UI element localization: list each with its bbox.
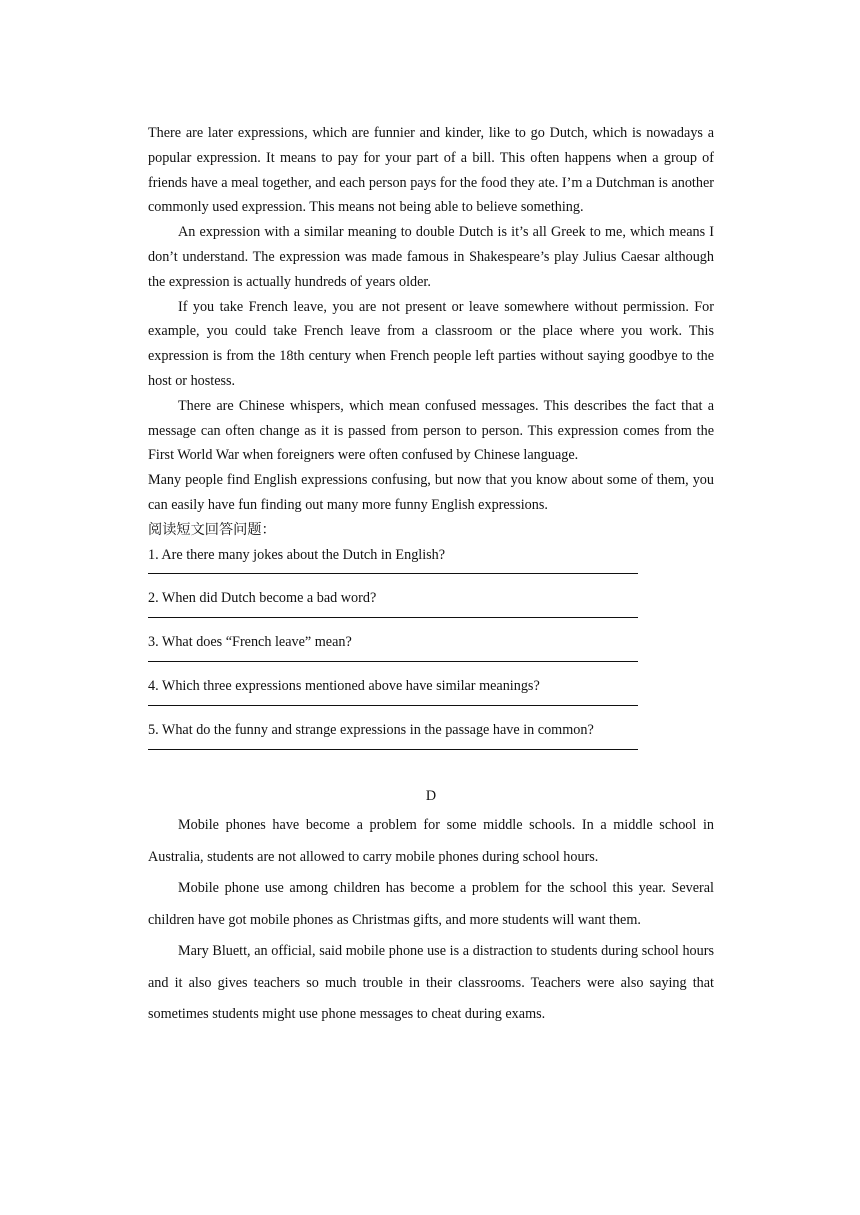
passage-c-paragraph-2: An expression with a similar meaning to double Dutch is it’s all Greek to me, which means I don’t understand. The expression was made famous in Shakespeare’s play Julius Caesar although the expression is actually hundreds of years older.: [148, 224, 714, 290]
question-text: 5. What do the funny and strange expressions in the passage have in common?: [148, 721, 594, 738]
question-item: [148, 674, 714, 706]
document-page: [148, 121, 714, 1031]
answer-line[interactable]: [148, 617, 638, 618]
question-text: 3. What does “French leave” mean?: [148, 634, 352, 651]
answer-line[interactable]: [148, 749, 638, 750]
passage-c-paragraph-4: There are Chinese whispers, which mean confused messages. This describes the fact that a message can often change as it is passed from person to person. This expression comes from the First World War when foreigners were often confused by Chinese language.: [148, 397, 714, 464]
section-heading-d: D: [425, 787, 437, 804]
question-text: 1. Are there many jokes about the Dutch in English?: [148, 546, 446, 563]
passage-c-paragraph-3: If you take French leave, you are not present or leave somewhere without permission. For example, you could take French leave from a classroom or the place where you work. This expression is from the 18th century when French people left parties without saying goodbye to the host or hostess.: [148, 298, 714, 389]
answer-line[interactable]: [148, 705, 638, 706]
passage-c-paragraph-5: Many people find English expressions confusing, but now that you know about some of them, you can easily have fun finding out many more funny English expressions.: [148, 472, 714, 513]
question-item: [148, 543, 714, 575]
question-item: [148, 586, 714, 618]
question-list: [148, 543, 714, 750]
question-item: [148, 718, 714, 750]
reading-instructions: 阅读短文回答问题：: [148, 521, 276, 538]
passage-d-paragraph-3: Mary Bluett, an official, said mobile phone use is a distraction to students during school hours and it also gives teachers so much trouble in their classrooms. Teachers were also saying that sometimes students might use phone messages to cheat during exams.: [148, 943, 714, 1023]
passage-d-paragraph-1: Mobile phones have become a problem for some middle schools. In a middle school in Australia, students are not allowed to carry mobile phones during school hours.: [148, 817, 714, 865]
passage-c-paragraph-1: There are later expressions, which are funnier and kinder, like to go Dutch, which is nowadays a popular expression. It means to pay for your part of a bill. This often happens when a group of friends have a meal together, and each person pays for the food they ate. I’m a Dutchman is another commonly used expression. This means not being able to believe something.: [148, 125, 714, 216]
answer-line[interactable]: [148, 661, 638, 662]
answer-line[interactable]: [148, 573, 638, 574]
question-text: 4. Which three expressions mentioned above have similar meanings?: [148, 677, 540, 694]
question-text: 2. When did Dutch become a bad word?: [148, 590, 377, 607]
question-item: [148, 630, 714, 662]
passage-d-paragraph-2: Mobile phone use among children has become a problem for the school this year. Several children have got mobile phones as Christmas gifts, and more students will want them.: [148, 880, 714, 928]
